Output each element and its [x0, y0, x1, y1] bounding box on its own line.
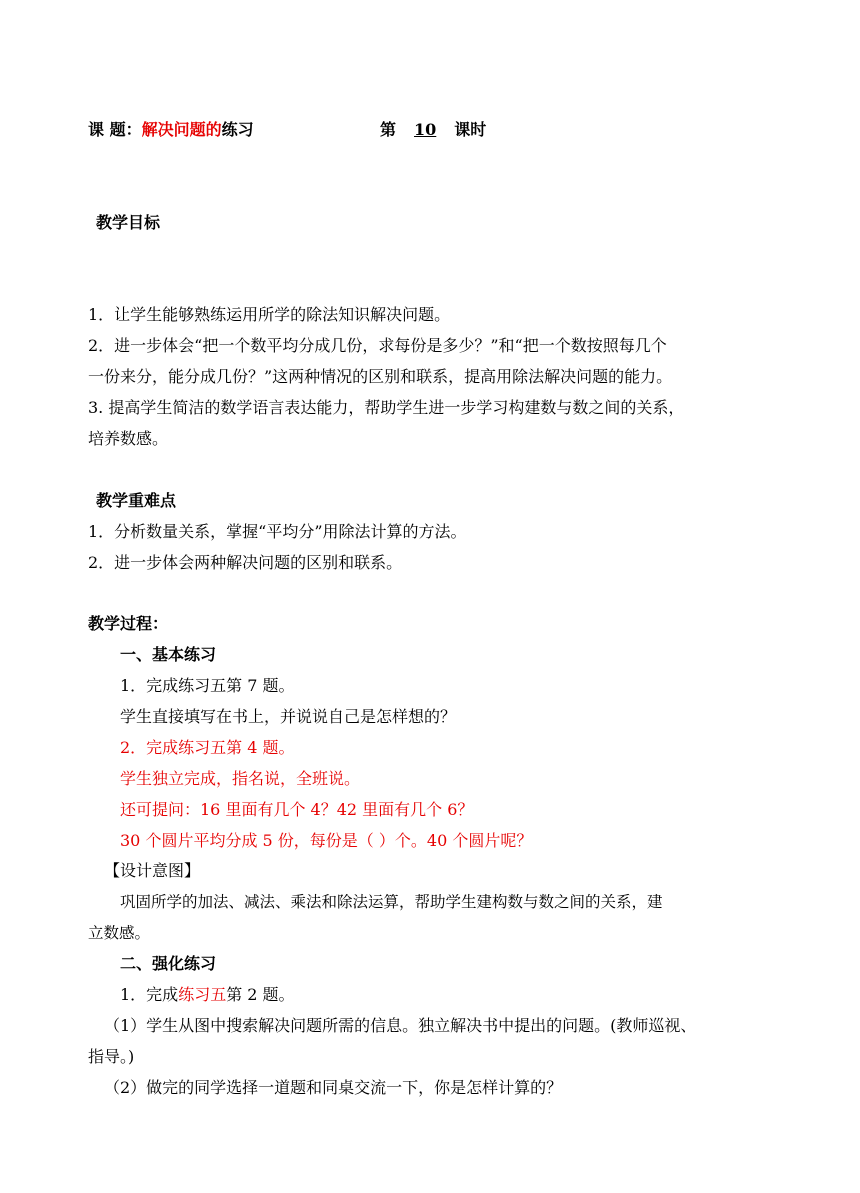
objective-item: 2．进一步体会“把一个数平均分成几份，求每份是多少？”和“把一个数按照每几个	[88, 336, 667, 355]
section1-line: 学生直接填写在书上，并说说自己是怎样想的？	[120, 707, 457, 726]
topic-title-red: 解决问题的	[141, 120, 222, 139]
objectives-heading: 教学目标	[96, 213, 161, 232]
objective-item: 3. 提高学生简洁的数学语言表达能力，帮助学生进一步学习构建数与数之间的关系，	[88, 398, 685, 417]
objective-item: 一份来分，能分成几份？”这两种情况的区别和联系，提高用除法解决问题的能力。	[88, 367, 673, 386]
section1-line-red: 学生独立完成，指名说，全班说。	[120, 769, 361, 788]
section2-title: 二、强化练习	[120, 954, 217, 973]
key-point-item: 2．进一步体会两种解决问题的区别和联系。	[88, 553, 403, 572]
section1-line-red: 还可提问：16 里面有几个 4？42 里面有几个 6？	[120, 800, 474, 819]
topic-title: 练习	[221, 120, 254, 139]
section2-line: 1．完成练习五第 2 题。	[120, 985, 295, 1004]
design-intent-label: 【设计意图】	[104, 861, 201, 880]
objective-item: 1．让学生能够熟练运用所学的除法知识解决问题。	[88, 305, 451, 324]
exercise-link-red: 练习五	[178, 985, 227, 1004]
section2-line: （1）学生从图中搜索解决问题所需的信息。独立解决书中提出的问题。(教师巡视、	[104, 1016, 697, 1035]
lesson-number: 第 10 课时	[380, 120, 487, 139]
lesson-number-value: 10	[414, 120, 437, 139]
section1-line-red: 2．完成练习五第 4 题。	[120, 738, 295, 757]
key-points-heading: 教学重难点	[96, 491, 177, 510]
section1-line: 1．完成练习五第 7 题。	[120, 676, 295, 695]
process-heading: 教学过程：	[88, 614, 169, 633]
design-intent-text: 立数感。	[88, 924, 151, 942]
lesson-header	[88, 119, 254, 141]
section2-line: （2）做完的同学选择一道题和同桌交流一下，你是怎样计算的？	[104, 1078, 563, 1097]
design-intent-text: 巩固所学的加法、减法、乘法和除法运算，帮助学生建构数与数之间的关系，建	[120, 893, 663, 911]
objective-item: 培养数感。	[88, 429, 169, 448]
key-point-item: 1．分析数量关系，掌握“平均分”用除法计算的方法。	[88, 522, 467, 541]
section2-line: 指导。)	[88, 1047, 135, 1066]
section1-line-red: 30 个圆片平均分成 5 份，每份是（ ）个。40 个圆片呢？	[120, 831, 533, 850]
topic-label: 课 题：	[88, 120, 142, 139]
section1-title: 一、基本练习	[120, 645, 217, 664]
